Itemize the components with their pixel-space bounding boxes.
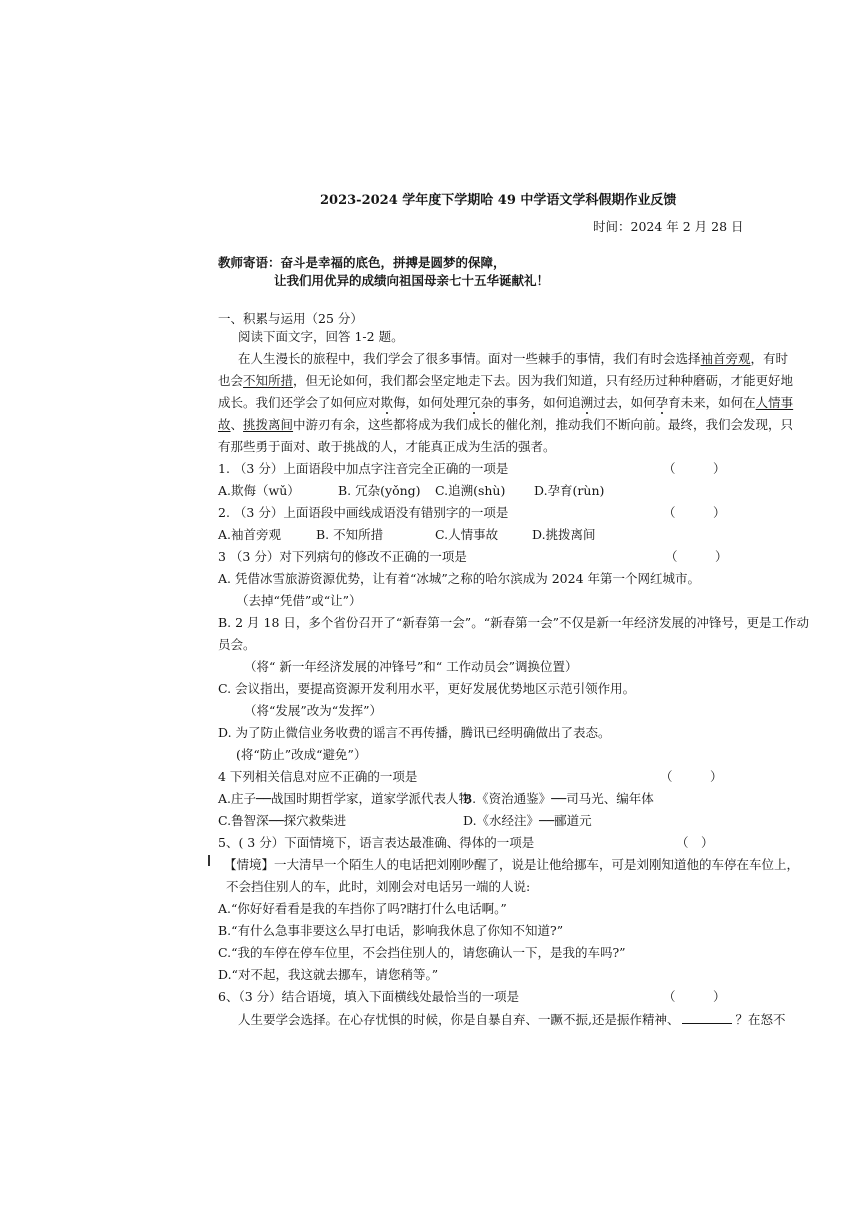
- option-b-line1: B. 2 月 18 日，多个省份召开了“新春第一会”。“新春第一会”不仅是新一年经济发展的冲锋号，更是工作动: [218, 615, 809, 630]
- question-3-stem: 3 （3 分）对下列病句的修改不正确的一项是: [218, 549, 467, 564]
- option-b: B. 冗杂(yǒng): [338, 483, 421, 498]
- option-d: D.挑拨离间: [532, 527, 596, 542]
- passage-text: 在人生漫长的旅程中，我们学会了很多事情。面对一些棘手的事情，我们有时会选择: [238, 351, 701, 366]
- option-c: C.追溯(shù): [435, 483, 506, 498]
- passage-text: 也会: [218, 373, 244, 388]
- passage-text: ，有时: [750, 351, 789, 366]
- passage-text: 侮，如何处理: [393, 395, 469, 410]
- question-5-context-line1: 【情境】一大清早一个陌生人的电话把刘刚吵醒了，说是让他给挪车，可是刘刚知道他的车停在车位上，: [224, 857, 800, 872]
- passage-line-5: 有那些勇于面对、敢于挑战的人，才能真正成为生活的强者。: [218, 439, 556, 454]
- question-6-text-a: 人生要学会选择。在心存忧惧的时候，你是自暴自弃、一蹶不振,还是振作精神、: [238, 1012, 680, 1027]
- option-c: C.“我的车停在停车位里，不会挡住别人的，请您确认一下，是我的车吗?”: [218, 945, 626, 960]
- page-title: 2023-2024 学年度下学期哈 49 中学语文学科假期作业反馈: [320, 193, 677, 208]
- passage-text: 杂的事务，如何追: [480, 395, 581, 410]
- answer-paren: （ ）: [663, 989, 726, 1004]
- answer-paren: （ ）: [663, 461, 726, 476]
- underlined-idiom: 挑拨离间: [243, 417, 294, 432]
- option-b-line2: 员会。: [218, 637, 256, 652]
- passage-line-4: [218, 417, 793, 433]
- option-d: D.《水经注》──郦道元: [463, 813, 592, 828]
- option-b: B.《资治通鉴》──司马光、编年体: [463, 791, 654, 806]
- document-date: 时间：2024 年 2 月 28 日: [593, 219, 744, 234]
- option-a-fix: （去掉“凭借”或“让”）: [236, 593, 362, 608]
- teacher-note-text1: 奋斗是幸福的底色，拼搏是圆梦的保障，: [280, 255, 506, 270]
- underlined-idiom: 人情事: [755, 395, 794, 410]
- option-a: A.欺侮（wǔ）: [218, 483, 300, 498]
- answer-paren: （ ）: [676, 835, 714, 850]
- passage-line-3: [218, 395, 793, 411]
- option-a: A.庄子──战国时期哲学家，道家学派代表人物: [218, 791, 472, 806]
- underlined-idiom: 不知所措: [243, 373, 294, 388]
- underlined-idiom: 故: [218, 417, 231, 432]
- passage-line-1: [238, 351, 788, 367]
- option-a: A.“你好好看看是我的车挡你了吗?瞎打什么电话啊。”: [218, 901, 507, 916]
- question-5-context-line2: 不会挡住别人的车，此时，刘刚会对电话另一端的人说:: [226, 879, 531, 894]
- option-b: B.“有什么急事非要这么早打电话，影响我休息了你知不知道?”: [218, 923, 564, 938]
- answer-paren: （ ）: [665, 549, 728, 564]
- answer-paren: （ ）: [660, 769, 723, 784]
- margin-mark: [208, 855, 210, 866]
- fill-in-blank[interactable]: [682, 1011, 732, 1024]
- teacher-note-label: 教师寄语：: [218, 255, 281, 270]
- option-d: D. 为了防止微信业务收费的谣言不再传播，腾讯已经明确做出了表态。: [218, 725, 611, 740]
- option-d: D.“对不起，我这就去挪车，请您稍等。”: [218, 967, 439, 982]
- question-4-stem: 4 下列相关信息对应不正确的一项是: [218, 769, 418, 784]
- option-c: C.鲁智深──探穴救柴进: [218, 813, 347, 828]
- answer-paren: （ ）: [663, 505, 726, 520]
- passage-text: 中游刃有余，这些都将成为我们成长的催化剂，推动我们不断向前。最终，我们会发现，只: [293, 417, 794, 432]
- passage-text: 育未来，如何在: [668, 395, 756, 410]
- option-b-fix: （将“ 新一年经济发展的冲锋号”和“ 工作动员会”调换位置）: [244, 659, 578, 674]
- passage-text: 、: [230, 417, 244, 432]
- dotted-char: 孕: [655, 395, 669, 410]
- question-6-stem: 6、（3 分）结合语境，填入下面横线处最恰当的一项是: [218, 989, 520, 1004]
- passage-text: ，但无论如何，我们都会坚定地走下去。因为我们知道，只有经历过种种磨砺，才能更好地: [293, 373, 794, 388]
- teacher-note-line1: [218, 255, 506, 271]
- question-6-text-b: ？在怒不: [735, 1012, 786, 1027]
- question-1-stem: 1. （3 分）上面语段中加点字注音完全正确的一项是: [218, 461, 509, 476]
- option-d-fix: (将“防止”改成“避免”）: [236, 747, 367, 762]
- dotted-char: 溯: [580, 395, 594, 410]
- option-a: A.袖首旁观: [218, 527, 282, 542]
- teacher-note-line2: 让我们用优异的成绩向祖国母亲七十五华诞献礼！: [274, 273, 550, 288]
- question-6-text: [238, 1011, 786, 1028]
- passage-line-2: [218, 373, 793, 389]
- question-2-stem: 2. （3 分）上面语段中画线成语没有错别字的一项是: [218, 505, 509, 520]
- passage-text: 成长。我们还学会了如何应对: [218, 395, 381, 410]
- passage-text: 过去，如何: [593, 395, 656, 410]
- question-5-stem: 5、( 3 分）下面情境下，语言表达最准确、得体的一项是: [218, 835, 535, 850]
- option-b: B. 不知所措: [316, 527, 384, 542]
- option-c: C. 会议指出，要提高资源开发利用水平，更好发展优势地区示范引领作用。: [218, 681, 636, 696]
- dotted-char: 冗: [468, 395, 481, 410]
- option-c-fix: （将“发展”改为“发挥”）: [244, 703, 383, 718]
- underlined-idiom: 袖首旁观: [700, 351, 751, 366]
- section-heading: 一、积累与运用（25 分）: [218, 311, 363, 326]
- dotted-char: 欺: [380, 395, 394, 410]
- option-d: D.孕育(rùn): [534, 483, 605, 498]
- section-instruction: 阅读下面文字，回答 1-2 题。: [238, 329, 404, 344]
- option-c: C.人情事故: [435, 527, 499, 542]
- option-a: A. 凭借冰雪旅游资源优势，让有着“冰城”之称的哈尔滨成为 2024 年第一个网红城市。: [218, 571, 701, 586]
